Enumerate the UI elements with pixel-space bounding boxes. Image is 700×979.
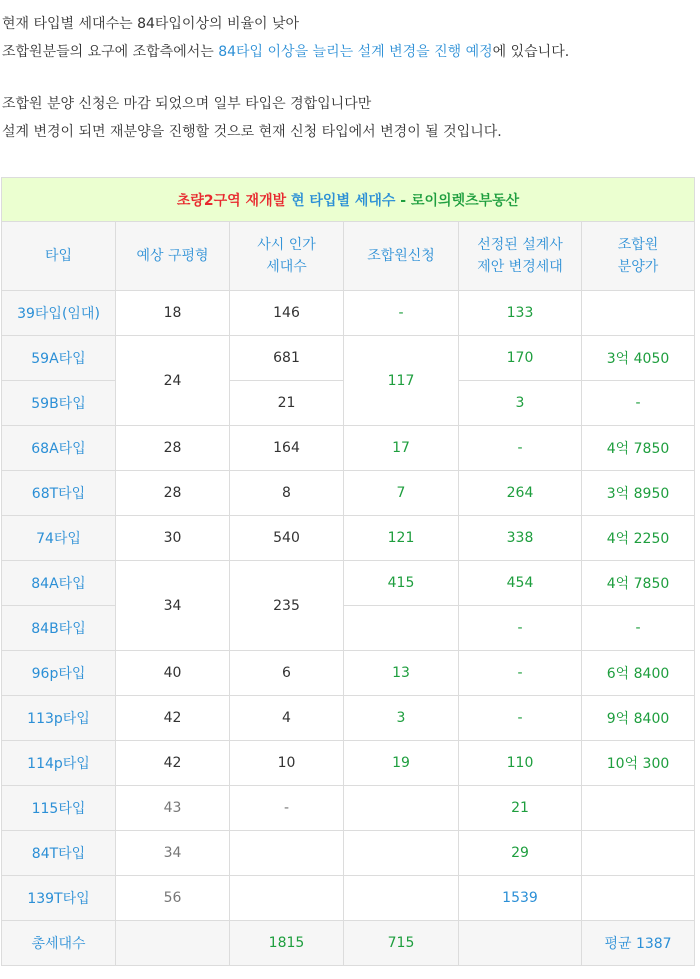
intro-line-2-pre: 조합원분들의 요구에 조합측에서는 xyxy=(2,44,219,60)
table-row xyxy=(2,741,695,786)
type-cell: 84A타입 xyxy=(2,561,116,606)
approved-cell: 10 xyxy=(230,741,344,786)
table-row xyxy=(2,516,695,561)
header-design-line1: 선정된 설계사 xyxy=(477,237,563,253)
type-cell: 113p타입 xyxy=(2,696,116,741)
approved-cell: 6 xyxy=(230,651,344,696)
design-cell: 133 xyxy=(459,291,582,336)
type-cell: 68A타입 xyxy=(2,426,116,471)
price-cell xyxy=(582,786,695,831)
header-type: 타입 xyxy=(2,222,116,291)
price-cell: 4억 7850 xyxy=(582,426,695,471)
table-row xyxy=(2,426,695,471)
apply-cell xyxy=(344,786,459,831)
price-cell xyxy=(582,291,695,336)
apply-cell: 19 xyxy=(344,741,459,786)
type-cell: 96p타입 xyxy=(2,651,116,696)
price-cell: - xyxy=(582,606,695,651)
approved-cell: 235 xyxy=(230,561,344,651)
area-cell: 42 xyxy=(116,696,230,741)
notice-line-1: 조합원 분양 신청은 마감 되었으며 일부 타입은 경합입니다만 xyxy=(2,96,372,112)
apply-cell: 3 xyxy=(344,696,459,741)
area-cell: 42 xyxy=(116,741,230,786)
design-cell: 3 xyxy=(459,381,582,426)
price-cell: 9억 8400 xyxy=(582,696,695,741)
table-row xyxy=(2,651,695,696)
approved-cell xyxy=(230,831,344,876)
header-area: 예상 구평형 xyxy=(116,222,230,291)
header-approved-line2: 세대수 xyxy=(266,259,307,275)
header-design-line2: 제안 변경세대 xyxy=(477,259,563,275)
table-title-subject: 현 타입별 세대수 xyxy=(286,192,396,209)
design-total-cell xyxy=(459,921,582,966)
type-cell: 총세대수 xyxy=(2,921,116,966)
price-cell: 3억 8950 xyxy=(582,471,695,516)
table-title xyxy=(2,178,695,222)
table-row xyxy=(2,831,695,876)
header-price-line1: 조합원 xyxy=(617,237,659,253)
design-cell: 170 xyxy=(459,336,582,381)
price-cell xyxy=(582,876,695,921)
apply-cell: 13 xyxy=(344,651,459,696)
type-cell: 74타입 xyxy=(2,516,116,561)
approved-cell: 8 xyxy=(230,471,344,516)
apply-cell xyxy=(344,876,459,921)
table-total-row xyxy=(2,921,695,966)
price-cell: 3억 4050 xyxy=(582,336,695,381)
intro-line-2-post: 에 있습니다. xyxy=(492,44,570,60)
type-cell: 59B타입 xyxy=(2,381,116,426)
type-cell: 139T타입 xyxy=(2,876,116,921)
table-title-row xyxy=(2,178,695,222)
intro-paragraph xyxy=(2,10,569,66)
area-cell: 18 xyxy=(116,291,230,336)
area-cell xyxy=(116,921,230,966)
apply-cell: 7 xyxy=(344,471,459,516)
apply-cell: 117 xyxy=(344,336,459,426)
price-cell: 10억 300 xyxy=(582,741,695,786)
apply-total-cell: 715 xyxy=(344,921,459,966)
approved-cell: - xyxy=(230,786,344,831)
table-row xyxy=(2,561,695,606)
approved-cell: 4 xyxy=(230,696,344,741)
type-cell: 68T타입 xyxy=(2,471,116,516)
area-cell: 28 xyxy=(116,471,230,516)
price-cell: 4억 7850 xyxy=(582,561,695,606)
approved-cell: 146 xyxy=(230,291,344,336)
table-row xyxy=(2,336,695,381)
header-design xyxy=(459,222,582,291)
table-row xyxy=(2,876,695,921)
apply-cell: - xyxy=(344,291,459,336)
type-cell: 84B타입 xyxy=(2,606,116,651)
design-cell: 29 xyxy=(459,831,582,876)
area-cell: 28 xyxy=(116,426,230,471)
price-cell: 6억 8400 xyxy=(582,651,695,696)
type-cell: 59A타입 xyxy=(2,336,116,381)
design-cell: 338 xyxy=(459,516,582,561)
design-cell: 1539 xyxy=(459,876,582,921)
table-row xyxy=(2,786,695,831)
table-title-source: - 로이의렛츠부동산 xyxy=(395,192,520,209)
table-title-district: 초량2구역 재개발 xyxy=(176,192,287,209)
type-table xyxy=(1,177,695,966)
area-cell: 30 xyxy=(116,516,230,561)
design-cell: 264 xyxy=(459,471,582,516)
header-member-apply: 조합원신청 xyxy=(344,222,459,291)
apply-cell xyxy=(344,606,459,651)
notice-paragraph xyxy=(2,90,502,146)
apply-cell: 415 xyxy=(344,561,459,606)
apply-cell: 121 xyxy=(344,516,459,561)
header-price-line2: 분양가 xyxy=(617,259,659,275)
price-cell: - xyxy=(582,381,695,426)
table-row xyxy=(2,696,695,741)
table-header-row xyxy=(2,222,695,291)
approved-cell: 681 xyxy=(230,336,344,381)
intro-line-2 xyxy=(2,38,569,66)
approved-cell: 21 xyxy=(230,381,344,426)
design-cell: 21 xyxy=(459,786,582,831)
header-approved xyxy=(230,222,344,291)
design-cell: - xyxy=(459,651,582,696)
notice-line-2: 설계 변경이 되면 재분양을 진행할 것으로 현재 신청 타입에서 변경이 될 것입니다. xyxy=(2,124,502,140)
area-cell: 34 xyxy=(116,561,230,651)
design-cell: 110 xyxy=(459,741,582,786)
design-cell: - xyxy=(459,606,582,651)
table-row xyxy=(2,291,695,336)
area-cell: 24 xyxy=(116,336,230,426)
price-cell: 4억 2250 xyxy=(582,516,695,561)
header-approved-line1: 사시 인가 xyxy=(257,237,316,253)
type-cell: 84T타입 xyxy=(2,831,116,876)
area-cell: 34 xyxy=(116,831,230,876)
apply-cell xyxy=(344,831,459,876)
price-cell xyxy=(582,831,695,876)
approved-cell: 164 xyxy=(230,426,344,471)
approved-cell: 540 xyxy=(230,516,344,561)
design-cell: 454 xyxy=(459,561,582,606)
design-cell: - xyxy=(459,696,582,741)
approved-total-cell: 1815 xyxy=(230,921,344,966)
area-cell: 56 xyxy=(116,876,230,921)
table-row xyxy=(2,471,695,516)
intro-line-1: 현재 타입별 세대수는 84타입이상의 비율이 낮아 xyxy=(2,16,300,32)
table-row xyxy=(2,606,695,651)
approved-cell xyxy=(230,876,344,921)
design-cell: - xyxy=(459,426,582,471)
type-cell: 39타입(임대) xyxy=(2,291,116,336)
price-average-cell: 평균 1387 xyxy=(582,921,695,966)
apply-cell: 17 xyxy=(344,426,459,471)
header-price xyxy=(582,222,695,291)
type-cell: 115타입 xyxy=(2,786,116,831)
type-cell: 114p타입 xyxy=(2,741,116,786)
area-cell: 43 xyxy=(116,786,230,831)
area-cell: 40 xyxy=(116,651,230,696)
design-change-highlight: 84타입 이상을 늘리는 설계 변경을 진행 예정 xyxy=(218,44,493,60)
